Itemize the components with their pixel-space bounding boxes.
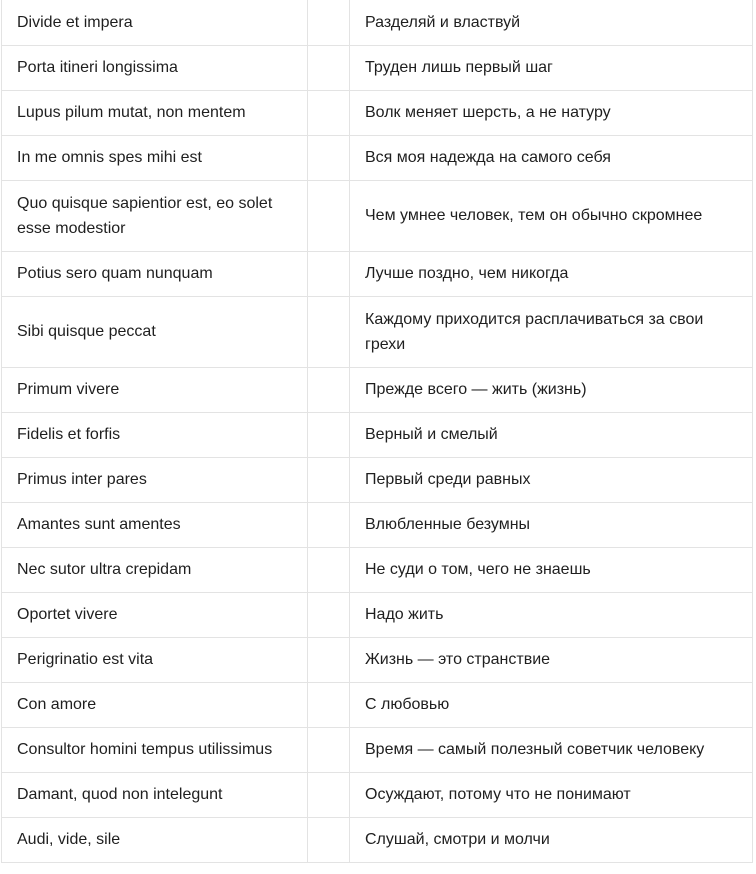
table-row	[2, 45, 753, 90]
russian-translation: Разделяй и властвуй	[350, 0, 753, 45]
spacer-cell	[308, 296, 350, 367]
spacer-cell	[308, 180, 350, 251]
latin-phrase: Damant, quod non intelegunt	[2, 772, 308, 817]
spacer-cell	[308, 682, 350, 727]
table-row	[2, 367, 753, 412]
spacer-cell	[308, 45, 350, 90]
table-row	[2, 135, 753, 180]
russian-translation: Слушай, смотри и молчи	[350, 817, 753, 862]
latin-phrase: Primus inter pares	[2, 457, 308, 502]
table-row	[2, 817, 753, 862]
table-row	[2, 592, 753, 637]
latin-phrase: Primum vivere	[2, 367, 308, 412]
latin-phrase: Potius sero quam nunquam	[2, 251, 308, 296]
russian-translation: Не суди о том, чего не знаешь	[350, 547, 753, 592]
latin-phrase: Divide et impera	[2, 0, 308, 45]
latin-phrase: Porta itineri longissima	[2, 45, 308, 90]
latin-phrase: Sibi quisque peccat	[2, 296, 308, 367]
russian-translation: Жизнь — это странствие	[350, 637, 753, 682]
spacer-cell	[308, 412, 350, 457]
russian-translation: Время — самый полезный советчик человеку	[350, 727, 753, 772]
russian-translation: С любовью	[350, 682, 753, 727]
russian-translation: Надо жить	[350, 592, 753, 637]
latin-phrase: Audi, vide, sile	[2, 817, 308, 862]
russian-translation: Осуждают, потому что не понимают	[350, 772, 753, 817]
russian-translation: Волк меняет шерсть, а не натуру	[350, 90, 753, 135]
spacer-cell	[308, 502, 350, 547]
spacer-cell	[308, 817, 350, 862]
spacer-cell	[308, 637, 350, 682]
russian-translation: Первый среди равных	[350, 457, 753, 502]
spacer-cell	[308, 367, 350, 412]
latin-phrase: Fidelis et forfis	[2, 412, 308, 457]
russian-translation: Вся моя надежда на самого себя	[350, 135, 753, 180]
table-row	[2, 637, 753, 682]
table-row	[2, 0, 753, 45]
latin-phrase: Perigrinatio est vita	[2, 637, 308, 682]
spacer-cell	[308, 592, 350, 637]
spacer-cell	[308, 0, 350, 45]
spacer-cell	[308, 727, 350, 772]
table-row	[2, 682, 753, 727]
latin-phrase: Consultor homini tempus utilissimus	[2, 727, 308, 772]
table-row	[2, 772, 753, 817]
latin-phrase: Lupus pilum mutat, non mentem	[2, 90, 308, 135]
russian-translation: Лучше поздно, чем никогда	[350, 251, 753, 296]
table-row	[2, 412, 753, 457]
phrases-table	[1, 0, 753, 863]
latin-phrase: Amantes sunt amentes	[2, 502, 308, 547]
russian-translation: Прежде всего — жить (жизнь)	[350, 367, 753, 412]
latin-phrase: Con amore	[2, 682, 308, 727]
spacer-cell	[308, 457, 350, 502]
spacer-cell	[308, 251, 350, 296]
latin-phrase: Quo quisque sapientior est, eo solet esse modestior	[2, 180, 308, 251]
russian-translation: Каждому приходится расплачиваться за свои грехи	[350, 296, 753, 367]
russian-translation: Верный и смелый	[350, 412, 753, 457]
table-row	[2, 296, 753, 367]
russian-translation: Чем умнее человек, тем он обычно скромнее	[350, 180, 753, 251]
table-row	[2, 251, 753, 296]
russian-translation: Влюбленные безумны	[350, 502, 753, 547]
spacer-cell	[308, 772, 350, 817]
table-row	[2, 502, 753, 547]
table-row	[2, 90, 753, 135]
table-row	[2, 457, 753, 502]
latin-phrase: Oportet vivere	[2, 592, 308, 637]
spacer-cell	[308, 547, 350, 592]
table-row	[2, 180, 753, 251]
russian-translation: Труден лишь первый шаг	[350, 45, 753, 90]
phrases-table-body	[2, 0, 753, 862]
spacer-cell	[308, 90, 350, 135]
table-row	[2, 727, 753, 772]
latin-phrase: In me omnis spes mihi est	[2, 135, 308, 180]
latin-phrase: Nec sutor ultra crepidam	[2, 547, 308, 592]
spacer-cell	[308, 135, 350, 180]
table-row	[2, 547, 753, 592]
